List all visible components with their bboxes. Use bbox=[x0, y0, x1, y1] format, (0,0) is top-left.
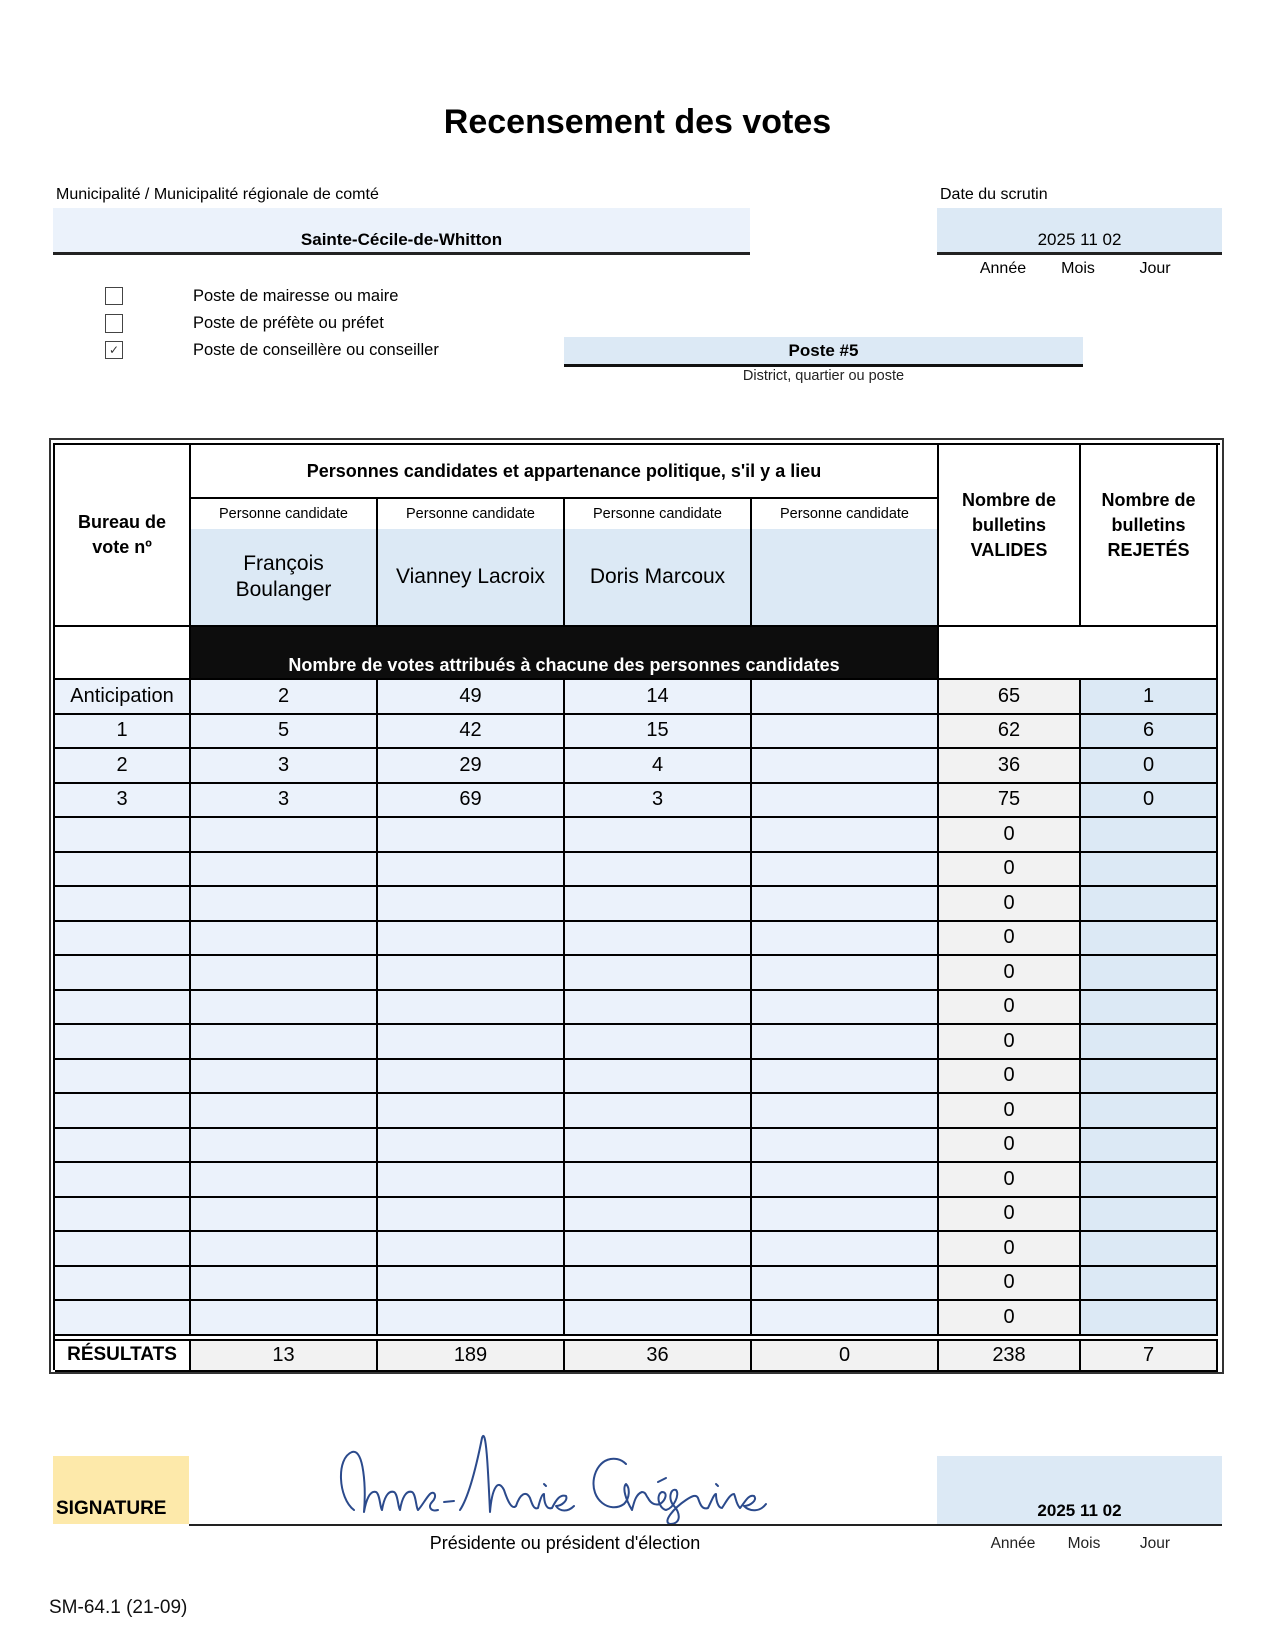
candidate-2-votes-cell[interactable]: 49 bbox=[378, 680, 565, 715]
signature-date-field[interactable] bbox=[937, 1456, 1222, 1524]
bureau-header-line1: Bureau de bbox=[77, 512, 167, 532]
candidate-4-votes-cell[interactable] bbox=[752, 715, 939, 750]
candidate-4-votes-cell[interactable] bbox=[752, 1163, 939, 1198]
bureau-cell[interactable]: 1 bbox=[55, 715, 191, 750]
checkbox-mayor-label: Poste de mairesse ou maire bbox=[193, 287, 399, 305]
candidate-2-votes-cell[interactable] bbox=[378, 1060, 565, 1095]
election-date-value: 2025 11 02 bbox=[1037, 230, 1122, 249]
candidate-1-votes-cell[interactable] bbox=[191, 1232, 378, 1267]
candidate-4-votes-cell[interactable] bbox=[752, 1129, 939, 1164]
candidate-4-votes-cell[interactable] bbox=[752, 1094, 939, 1129]
candidate-1-votes-cell[interactable] bbox=[191, 1025, 378, 1060]
sig-date-part-month: Mois bbox=[1067, 1535, 1101, 1552]
bureau-cell[interactable]: Anticipation bbox=[55, 680, 191, 715]
candidate-2-votes-cell[interactable] bbox=[378, 1094, 565, 1129]
candidate-3-votes-cell[interactable] bbox=[565, 1060, 752, 1095]
candidate-1-votes-cell[interactable]: 3 bbox=[191, 749, 378, 784]
candidate-3-votes-cell[interactable]: 15 bbox=[565, 715, 752, 750]
candidate-2-votes-cell[interactable]: 42 bbox=[378, 715, 565, 750]
candidate-4-votes-cell[interactable] bbox=[752, 1232, 939, 1267]
candidate-4-votes-cell[interactable] bbox=[752, 1060, 939, 1095]
candidate-1-votes-cell[interactable] bbox=[191, 1094, 378, 1129]
election-date-field[interactable] bbox=[937, 208, 1222, 255]
rejected-ballots-cell[interactable] bbox=[1081, 853, 1218, 888]
candidate-2-votes-cell[interactable] bbox=[378, 1301, 565, 1336]
candidate-1-votes-cell[interactable] bbox=[191, 922, 378, 957]
rejected-ballots-total: 7 bbox=[1081, 1341, 1218, 1372]
candidate-2-votes-cell[interactable] bbox=[378, 1163, 565, 1198]
candidate-3-votes-cell[interactable] bbox=[565, 853, 752, 888]
rejected-ballots-cell[interactable] bbox=[1081, 956, 1218, 991]
banner-spacer-right bbox=[939, 627, 1218, 680]
results-label: RÉSULTATS bbox=[55, 1341, 191, 1372]
municipality-value: Sainte-Cécile-de-Whitton bbox=[300, 230, 503, 249]
candidate-1-votes-cell[interactable]: 5 bbox=[191, 715, 378, 750]
municipality-field[interactable] bbox=[53, 208, 750, 255]
candidate-3-votes-cell[interactable] bbox=[565, 1163, 752, 1198]
candidate-3-votes-cell[interactable] bbox=[565, 1198, 752, 1233]
candidate-4-votes-cell[interactable] bbox=[752, 956, 939, 991]
bureau-cell[interactable] bbox=[55, 1267, 191, 1302]
handwritten-signature-icon bbox=[330, 1428, 790, 1524]
candidate-1-votes-cell[interactable] bbox=[191, 853, 378, 888]
valid-ballots-cell: 62 bbox=[939, 715, 1081, 750]
candidate-2-votes-cell[interactable] bbox=[378, 922, 565, 957]
candidate-4-total: 0 bbox=[752, 1341, 939, 1372]
rejected-ballots-cell[interactable] bbox=[1081, 991, 1218, 1026]
page-title: Recensement des votes bbox=[443, 103, 832, 141]
rejected-ballots-cell[interactable] bbox=[1081, 1232, 1218, 1267]
bureau-cell[interactable] bbox=[55, 991, 191, 1026]
candidate-1-votes-cell[interactable] bbox=[191, 1163, 378, 1198]
valid-ballots-cell: 0 bbox=[939, 1129, 1081, 1164]
rejected-ballots-header: Nombre de bulletins REJETÉS bbox=[1081, 445, 1218, 627]
candidate-3-votes-cell[interactable] bbox=[565, 922, 752, 957]
candidate-label-1: Personne candidate bbox=[191, 499, 378, 529]
candidate-1-total: 13 bbox=[191, 1341, 378, 1372]
vote-count-grid bbox=[53, 443, 1220, 1370]
candidate-3-votes-cell[interactable] bbox=[565, 991, 752, 1026]
candidate-4-votes-cell[interactable] bbox=[752, 887, 939, 922]
candidate-label-3: Personne candidate bbox=[565, 499, 752, 529]
bureau-cell[interactable] bbox=[55, 1025, 191, 1060]
rejected-ballots-cell[interactable]: 1 bbox=[1081, 680, 1218, 715]
signature-label: SIGNATURE bbox=[56, 1498, 167, 1519]
candidate-1-votes-cell[interactable] bbox=[191, 1267, 378, 1302]
valid-ballots-cell: 0 bbox=[939, 1267, 1081, 1302]
banner-spacer-left bbox=[55, 627, 191, 680]
candidate-2-votes-cell[interactable] bbox=[378, 887, 565, 922]
valid-ballots-cell: 0 bbox=[939, 853, 1081, 888]
candidate-1-votes-cell[interactable] bbox=[191, 887, 378, 922]
candidate-3-votes-cell[interactable]: 3 bbox=[565, 784, 752, 819]
candidate-4-votes-cell[interactable] bbox=[752, 922, 939, 957]
municipality-label: Municipalité / Municipalité régionale de comté bbox=[56, 186, 379, 203]
sig-date-part-day: Jour bbox=[1139, 1535, 1171, 1552]
candidate-4-votes-cell[interactable] bbox=[752, 1025, 939, 1060]
valid-ballots-cell: 0 bbox=[939, 922, 1081, 957]
bureau-cell[interactable] bbox=[55, 1163, 191, 1198]
bureau-cell[interactable] bbox=[55, 1232, 191, 1267]
candidate-3-votes-cell[interactable] bbox=[565, 1025, 752, 1060]
valid-ballots-cell: 0 bbox=[939, 956, 1081, 991]
date-part-day: Jour bbox=[1139, 260, 1171, 277]
candidate-2-votes-cell[interactable] bbox=[378, 1198, 565, 1233]
candidate-2-votes-cell[interactable]: 69 bbox=[378, 784, 565, 819]
candidate-3-total: 36 bbox=[565, 1341, 752, 1372]
candidate-1-votes-cell[interactable] bbox=[191, 1129, 378, 1164]
signature-field[interactable] bbox=[330, 1428, 790, 1524]
district-value: Poste #5 bbox=[788, 341, 859, 360]
candidate-3-votes-cell[interactable] bbox=[565, 1094, 752, 1129]
candidate-3-votes-cell[interactable]: 4 bbox=[565, 749, 752, 784]
candidate-name-2[interactable]: Vianney Lacroix bbox=[378, 529, 565, 627]
bureau-cell[interactable] bbox=[55, 887, 191, 922]
candidate-3-votes-cell[interactable] bbox=[565, 956, 752, 991]
rejected-ballots-cell[interactable] bbox=[1081, 922, 1218, 957]
rejected-ballots-cell[interactable] bbox=[1081, 1301, 1218, 1336]
candidate-2-votes-cell[interactable] bbox=[378, 818, 565, 853]
rejected-ballots-cell[interactable] bbox=[1081, 1094, 1218, 1129]
candidate-4-votes-cell[interactable] bbox=[752, 991, 939, 1026]
checkbox-councillor-label: Poste de conseillère ou conseiller bbox=[193, 341, 439, 359]
rejected-ballots-cell[interactable] bbox=[1081, 1025, 1218, 1060]
checkbox-mayor[interactable] bbox=[105, 287, 123, 305]
election-date-label: Date du scrutin bbox=[940, 186, 1048, 203]
checkbox-prefect[interactable] bbox=[105, 314, 123, 333]
bureau-cell[interactable]: 2 bbox=[55, 749, 191, 784]
district-field[interactable] bbox=[564, 337, 1083, 367]
valid-ballots-cell: 0 bbox=[939, 1301, 1081, 1336]
candidate-3-votes-cell[interactable]: 14 bbox=[565, 680, 752, 715]
candidate-1-votes-cell[interactable] bbox=[191, 956, 378, 991]
bureau-cell[interactable] bbox=[55, 853, 191, 888]
candidate-4-votes-cell[interactable] bbox=[752, 680, 939, 715]
rejected-ballots-cell[interactable] bbox=[1081, 1060, 1218, 1095]
bureau-cell[interactable]: 3 bbox=[55, 784, 191, 819]
bureau-cell[interactable] bbox=[55, 1301, 191, 1336]
candidate-2-votes-cell[interactable] bbox=[378, 956, 565, 991]
candidate-4-votes-cell[interactable] bbox=[752, 749, 939, 784]
valid-ballots-cell: 0 bbox=[939, 1060, 1081, 1095]
valid-ballots-cell: 75 bbox=[939, 784, 1081, 819]
candidate-2-votes-cell[interactable]: 29 bbox=[378, 749, 565, 784]
signature-line bbox=[189, 1524, 1222, 1526]
valid-ballots-total: 238 bbox=[939, 1341, 1081, 1372]
candidate-1-votes-cell[interactable] bbox=[191, 818, 378, 853]
candidate-1-votes-cell[interactable] bbox=[191, 991, 378, 1026]
sig-date-part-year: Année bbox=[990, 1535, 1036, 1552]
votes-banner: Nombre de votes attribués à chacune des personnes candidates bbox=[191, 627, 939, 680]
candidate-1-votes-cell[interactable]: 3 bbox=[191, 784, 378, 819]
signature-role-caption: Présidente ou président d'élection bbox=[429, 1533, 701, 1553]
candidate-2-votes-cell[interactable] bbox=[378, 991, 565, 1026]
candidate-name-1[interactable]: François Boulanger bbox=[191, 529, 378, 627]
checkbox-prefect-label: Poste de préfète ou préfet bbox=[193, 314, 384, 332]
valid-ballots-cell: 0 bbox=[939, 1163, 1081, 1198]
candidate-label-4: Personne candidate bbox=[752, 499, 939, 529]
rejected-ballots-cell[interactable]: 0 bbox=[1081, 749, 1218, 784]
candidate-2-total: 189 bbox=[378, 1341, 565, 1372]
candidate-4-votes-cell[interactable] bbox=[752, 1301, 939, 1336]
election-date-parts bbox=[970, 260, 1190, 278]
candidate-label-2: Personne candidate bbox=[378, 499, 565, 529]
candidate-name-3[interactable]: Doris Marcoux bbox=[565, 529, 752, 627]
rejected-ballots-cell[interactable]: 6 bbox=[1081, 715, 1218, 750]
rejected-ballots-cell[interactable] bbox=[1081, 1129, 1218, 1164]
bureau-cell[interactable] bbox=[55, 1094, 191, 1129]
valid-ballots-cell: 0 bbox=[939, 1094, 1081, 1129]
candidate-1-votes-cell[interactable] bbox=[191, 1198, 378, 1233]
bureau-cell[interactable] bbox=[55, 956, 191, 991]
candidate-4-votes-cell[interactable] bbox=[752, 1267, 939, 1302]
candidate-3-votes-cell[interactable] bbox=[565, 1267, 752, 1302]
valid-ballots-cell: 0 bbox=[939, 818, 1081, 853]
rejected-ballots-cell[interactable] bbox=[1081, 1198, 1218, 1233]
valid-ballots-cell: 0 bbox=[939, 1198, 1081, 1233]
date-part-month: Mois bbox=[1061, 260, 1095, 277]
signature-date-parts bbox=[980, 1535, 1188, 1553]
candidate-4-votes-cell[interactable] bbox=[752, 1198, 939, 1233]
bureau-cell[interactable] bbox=[55, 1198, 191, 1233]
candidate-4-votes-cell[interactable] bbox=[752, 853, 939, 888]
candidate-2-votes-cell[interactable] bbox=[378, 1025, 565, 1060]
candidate-3-votes-cell[interactable] bbox=[565, 818, 752, 853]
valid-ballots-header: Nombre de bulletins VALIDES bbox=[939, 445, 1081, 627]
form-code: SM-64.1 (21-09) bbox=[49, 1597, 188, 1618]
valid-ballots-cell: 0 bbox=[939, 1025, 1081, 1060]
candidate-1-votes-cell[interactable] bbox=[191, 1060, 378, 1095]
candidate-2-votes-cell[interactable] bbox=[378, 1267, 565, 1302]
rejected-ballots-cell[interactable] bbox=[1081, 1267, 1218, 1302]
bureau-header bbox=[55, 445, 191, 627]
candidate-3-votes-cell[interactable] bbox=[565, 1129, 752, 1164]
valid-ballots-cell: 65 bbox=[939, 680, 1081, 715]
candidate-3-votes-cell[interactable] bbox=[565, 1301, 752, 1336]
district-caption: District, quartier ou poste bbox=[742, 368, 905, 384]
rejected-ballots-cell[interactable] bbox=[1081, 887, 1218, 922]
checkmark-icon: ✓ bbox=[108, 343, 120, 357]
rejected-ballots-cell[interactable] bbox=[1081, 1163, 1218, 1198]
valid-ballots-cell: 36 bbox=[939, 749, 1081, 784]
candidate-4-votes-cell[interactable] bbox=[752, 818, 939, 853]
candidate-1-votes-cell[interactable]: 2 bbox=[191, 680, 378, 715]
signature-date-value: 2025 11 02 bbox=[1037, 1501, 1122, 1520]
bureau-cell[interactable] bbox=[55, 1060, 191, 1095]
signature-label-box bbox=[53, 1456, 189, 1524]
date-part-year: Année bbox=[979, 260, 1027, 277]
candidate-3-votes-cell[interactable] bbox=[565, 887, 752, 922]
rejected-ballots-cell[interactable] bbox=[1081, 818, 1218, 853]
valid-ballots-cell: 0 bbox=[939, 991, 1081, 1026]
candidate-1-votes-cell[interactable] bbox=[191, 1301, 378, 1336]
candidate-3-votes-cell[interactable] bbox=[565, 1232, 752, 1267]
candidate-2-votes-cell[interactable] bbox=[378, 853, 565, 888]
candidate-2-votes-cell[interactable] bbox=[378, 1232, 565, 1267]
bureau-cell[interactable] bbox=[55, 922, 191, 957]
candidate-4-votes-cell[interactable] bbox=[752, 784, 939, 819]
candidate-name-4[interactable] bbox=[752, 529, 939, 627]
valid-ballots-cell: 0 bbox=[939, 887, 1081, 922]
bureau-cell[interactable] bbox=[55, 1129, 191, 1164]
candidates-header: Personnes candidates et appartenance politique, s'il y a lieu bbox=[191, 445, 939, 499]
rejected-ballots-cell[interactable]: 0 bbox=[1081, 784, 1218, 819]
valid-ballots-cell: 0 bbox=[939, 1232, 1081, 1267]
bureau-header-line2: vote nº bbox=[92, 537, 152, 557]
bureau-cell[interactable] bbox=[55, 818, 191, 853]
checkbox-councillor[interactable] bbox=[105, 341, 123, 359]
candidate-2-votes-cell[interactable] bbox=[378, 1129, 565, 1164]
